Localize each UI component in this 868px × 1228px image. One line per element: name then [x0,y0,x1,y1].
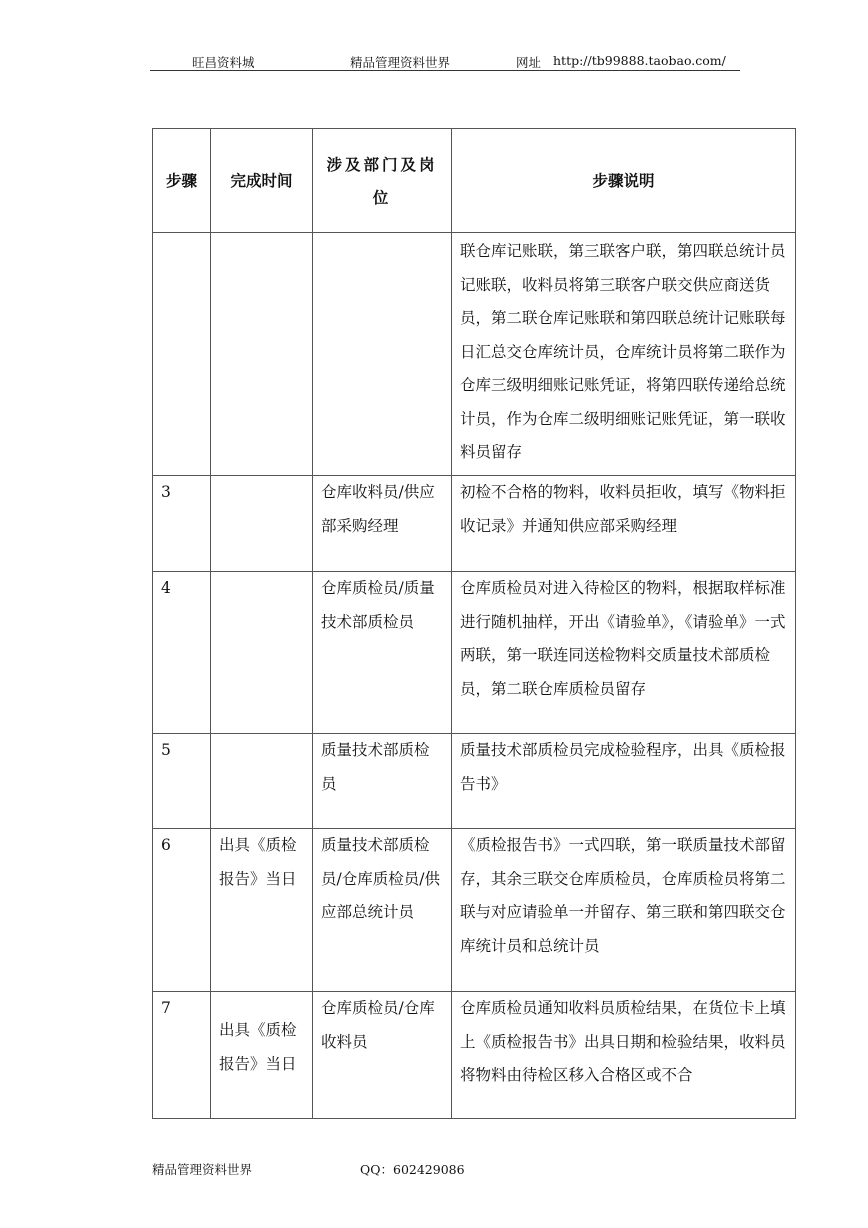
header-divider [150,70,740,71]
step-cell [153,233,211,476]
step-cell: 3 [153,476,211,572]
column-header-step: 步骤 [153,129,211,233]
table-row [153,734,796,829]
step-cell: 6 [153,829,211,992]
table-row [153,992,796,1119]
table-row [153,476,796,572]
dept-cell: 质量技术部质检员 [313,734,452,829]
dept-cell [313,233,452,476]
procedure-table [152,128,796,1119]
time-cell [211,476,313,572]
column-header-desc: 步骤说明 [452,129,796,233]
table-header-row [153,129,796,233]
desc-cell: 质量技术部质检员完成检验程序，出具《质检报告书》 [452,734,796,829]
time-cell: 出具《质检报告》当日 [211,992,313,1119]
table-row [153,233,796,476]
desc-cell: 仓库质检员对进入待检区的物料，根据取样标准进行随机抽样，开出《请验单》，《请验单》一式两联，第一联连同送检物料交质量技术部质检员，第二联仓库质检员留存 [452,572,796,734]
desc-cell: 初检不合格的物料，收料员拒收，填写《物料拒收记录》并通知供应部采购经理 [452,476,796,572]
dept-cell: 仓库质检员/仓库收料员 [313,992,452,1119]
desc-cell: 仓库质检员通知收料员质检结果，在货位卡上填上《质检报告书》出具日期和检验结果，收料员将物料由待检区移入合格区或不合 [452,992,796,1119]
dept-cell: 仓库收料员/供应部采购经理 [313,476,452,572]
header-left-text: 旺昌资料城 [192,55,255,70]
time-cell [211,734,313,829]
desc-cell: 联仓库记账联，第三联客户联，第四联总统计员记账联，收料员将第三联客户联交供应商送货员，第二联仓库记账联和第四联总统计记账联每日汇总交仓库统计员，仓库统计员将第二联作为仓库三级明细账记账凭证，将第四联传递给总统计员，作为仓库二级明细账记账凭证，第一联收料员留存 [452,233,796,476]
step-cell: 4 [153,572,211,734]
table-row [153,829,796,992]
header-url-label: 网址 [516,55,542,70]
table-row [153,572,796,734]
header-url-link[interactable]: http://tb99888.taobao.com/ [553,53,726,68]
footer-left-text: 精品管理资料世界 [152,1162,253,1177]
dept-cell: 质量技术部质检员/仓库质检员/供应部总统计员 [313,829,452,992]
step-cell: 7 [153,992,211,1119]
time-cell [211,572,313,734]
time-cell: 出具《质检报告》当日 [211,829,313,992]
step-cell: 5 [153,734,211,829]
column-header-dept: 涉及部门及岗位 [313,129,452,233]
time-cell [211,233,313,476]
header-middle-text: 精品管理资料世界 [350,55,451,70]
desc-cell: 《质检报告书》一式四联，第一联质量技术部留存，其余三联交仓库质检员，仓库质检员将第二联与对应请验单一并留存、第三联和第四联交仓库统计员和总统计员 [452,829,796,992]
column-header-time: 完成时间 [211,129,313,233]
dept-cell: 仓库质检员/质量技术部质检员 [313,572,452,734]
footer-qq-text: QQ：602429086 [360,1162,465,1177]
